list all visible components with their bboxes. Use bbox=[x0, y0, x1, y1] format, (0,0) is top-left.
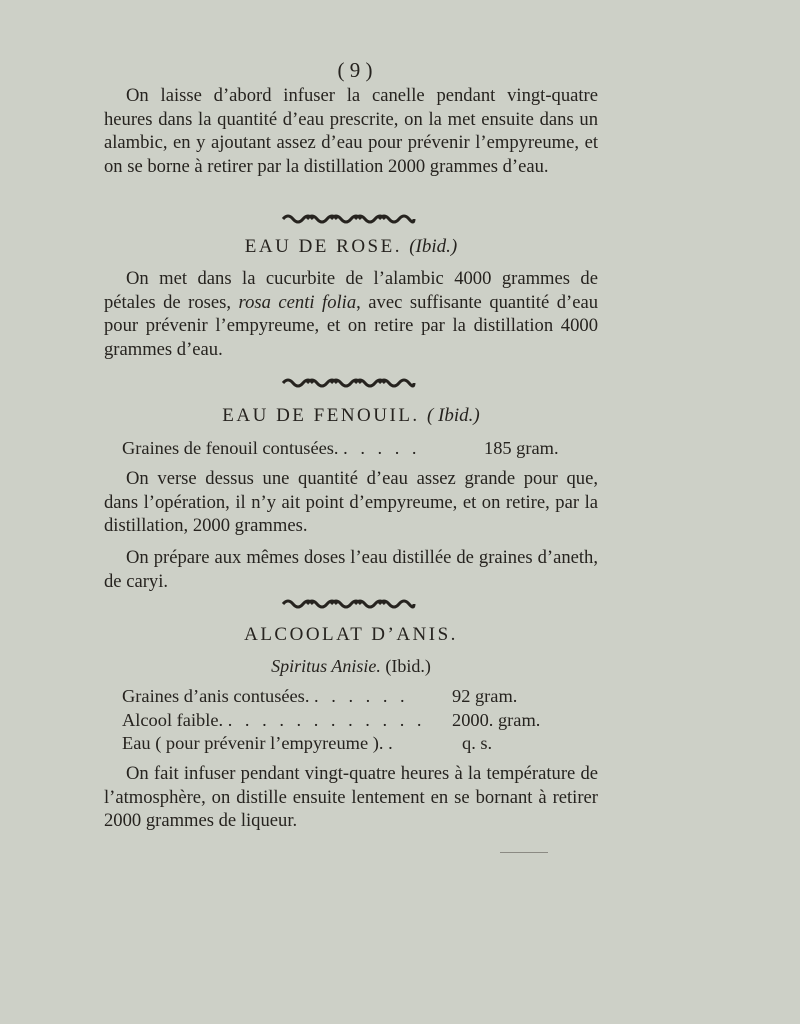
alcool-ingredient-line bbox=[122, 709, 592, 731]
ingredient-quantity: 2000. gram. bbox=[452, 710, 541, 730]
rose-text-italic: rosa centi folia bbox=[238, 291, 357, 313]
ingredient-name: Graines de fenouil contusées. bbox=[122, 438, 339, 458]
paragraph-fenouil-text: On verse dessus une quantité d’eau assez grande pour que, dans l’opération, il n’y ait point d’empyreume, et on retire, par la distillation, 2000 grammes. bbox=[104, 468, 598, 536]
ingredient-name: Eau ( pour prévenir l’empyreume ). bbox=[122, 733, 384, 753]
ingredient-quantity: 92 gram. bbox=[452, 686, 518, 706]
page-number: ( 9 ) bbox=[337, 58, 373, 82]
leader-dots: . bbox=[388, 733, 397, 753]
paragraph-fenouil bbox=[104, 467, 598, 538]
subheading-ref: (Ibid.) bbox=[385, 656, 431, 676]
leader-dots: . . . . . bbox=[343, 438, 421, 458]
heading-eau-de-fenouil-title: EAU DE FENOUIL. bbox=[222, 405, 420, 426]
heading-alcoolat-anis: ALCOOLAT D’ANIS. bbox=[244, 624, 458, 645]
paragraph-canelle bbox=[104, 84, 598, 178]
paragraph-alcoolat-text: On fait infuser pendant vingt-quatre heures à la température de l’atmosphère, on distille ensuite lentement en se bornant à retirer 2000 grammes de liqueur. bbox=[104, 763, 598, 831]
ingredient-quantity: 185 gram. bbox=[484, 438, 559, 458]
ingredient-name: Graines d’anis contusées. bbox=[122, 686, 310, 706]
heading-eau-de-rose bbox=[104, 236, 598, 258]
heading-eau-de-fenouil bbox=[104, 405, 598, 427]
heading-eau-de-rose-ref: (Ibid.) bbox=[409, 236, 458, 257]
paragraph-canelle-text: On laisse d’abord infuser la canelle pendant vingt-quatre heures dans la quantité d’eau prescrite, on la met ensuite dans un alambic, en y ajoutant assez d’eau pour prévenir l’empyreume, et on se borne à retirer par la distillation 2000 grammes d’eau. bbox=[104, 85, 598, 177]
paragraph-alcoolat bbox=[104, 762, 598, 833]
paragraph-rose bbox=[104, 267, 598, 361]
eau-ingredient-line bbox=[122, 732, 592, 754]
rose-text-a: On met dans la cucurbite de l’alambic 4000 grammes de pétales de roses, bbox=[104, 268, 598, 313]
footer-rule bbox=[500, 852, 548, 853]
ornament-divider bbox=[281, 597, 416, 609]
leader-dots: . . . . . . . . . . . . bbox=[227, 710, 426, 730]
heading-eau-de-fenouil-ref: ( Ibid.) bbox=[426, 405, 480, 426]
anis-ingredient-line bbox=[122, 685, 592, 707]
subheading-spiritus-anisie bbox=[104, 656, 598, 677]
ingredient-name: Alcool faible. bbox=[122, 710, 224, 730]
paragraph-aneth-text: On prépare aux mêmes doses l’eau distillée de graines d’aneth, de caryi. bbox=[104, 547, 598, 592]
paragraph-aneth bbox=[104, 546, 598, 593]
ingredient-quantity: q. s. bbox=[462, 733, 493, 753]
ornament-divider bbox=[281, 212, 416, 224]
rose-text-b: , avec suffisante quantité d’eau pour prévenir l’empyreume, et on retire par la distillation 4000 grammes d’eau. bbox=[104, 291, 598, 360]
subheading-latin: Spiritus Anisie. bbox=[271, 656, 381, 676]
leader-dots: . . . . . . bbox=[314, 686, 409, 706]
ornament-divider bbox=[281, 376, 416, 388]
heading-eau-de-rose-title: EAU DE ROSE. bbox=[244, 236, 402, 257]
fenouil-ingredient-line bbox=[122, 437, 592, 459]
